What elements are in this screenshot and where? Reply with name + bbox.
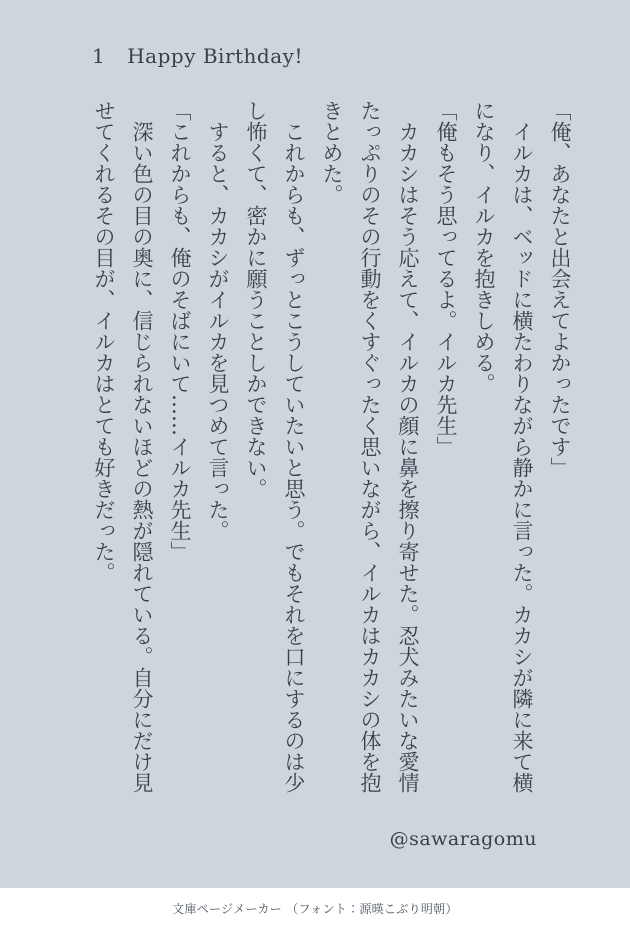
page-header [92,44,303,68]
paragraph: 「俺もそう思ってるよ。イルカ先生」 [434,100,458,457]
paragraph: イルカは、ベッドに横たわりながら静かに言った。カカシが隣に来て横になり、イルカを抱きしめる。 [472,100,534,793]
paragraph: カカシはそう応えて、イルカの顔に鼻を擦り寄せた。忍犬みたいな愛情たっぷりのその行動をくすぐったく思いながら、イルカはカカシの体を抱きとめた。 [320,100,420,793]
footer-credit: 文庫ページメーカー （フォント：源暎こぶり明朝） [172,901,458,916]
footer-bar [0,888,630,928]
paragraph: 深い色の目の奥に、信じられないほどの熱が隠れている。自分にだけ見せてくれるその目が、イルカはとても好きだった。 [92,100,154,793]
paragraph: これからも、ずっとこうしていたいと思う。でもそれを口にするのは少し怖くて、密かに願うことしかできない。 [244,100,306,793]
paragraph: すると、カカシがイルカを見つめて言った。 [206,121,230,541]
paragraph: 「俺、あなたと出会えてよかったです」 [548,100,572,478]
story-text [85,100,579,797]
page-number: 1 [92,44,106,68]
paragraph: 「これからも、俺のそばにいて……イルカ先生」 [168,100,192,562]
page-title: Happy Birthday! [127,44,303,68]
author-credit: @sawaragomu [389,828,537,850]
